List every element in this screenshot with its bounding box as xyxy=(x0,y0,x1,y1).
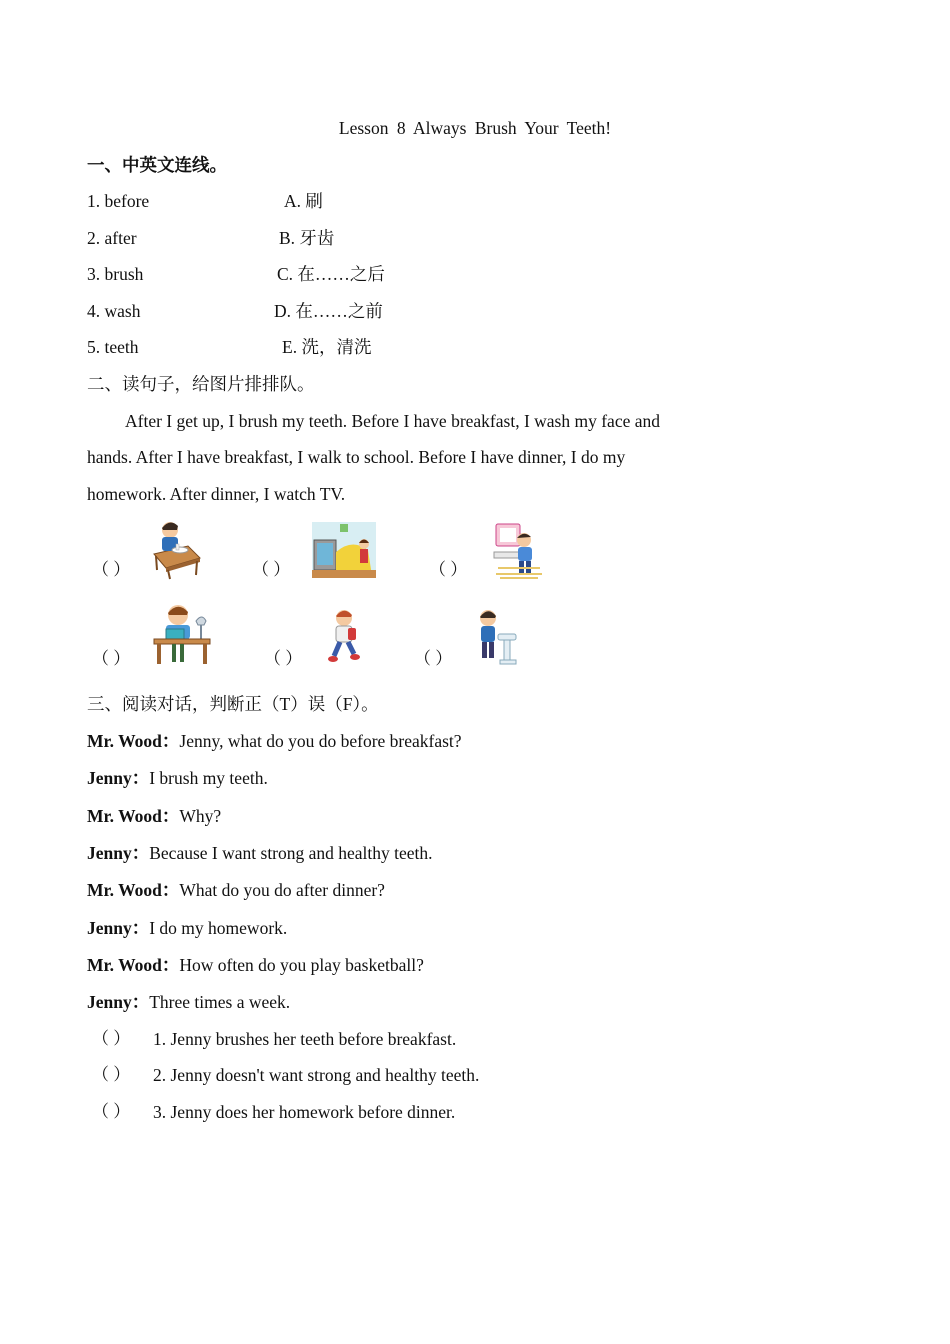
speaker-label: Jenny： xyxy=(87,843,150,863)
walking-to-school-picture xyxy=(326,608,360,666)
dialogue-text: How often do you play basketball? xyxy=(179,955,424,975)
order-blank-3[interactable]: （ ） xyxy=(429,560,468,579)
passage-line-1: After I get up, I brush my teeth. Before I have breakfast, I wash my face and xyxy=(125,411,660,431)
dialogue-line-4 xyxy=(87,842,433,864)
speaker-label: Jenny： xyxy=(87,992,150,1012)
tf-question-3: 3. Jenny does her homework before dinner. xyxy=(153,1102,456,1122)
dialogue-line-1 xyxy=(87,730,462,752)
match-right-a: A. 刷 xyxy=(284,191,323,211)
dialogue-text: I brush my teeth. xyxy=(149,768,268,788)
speaker-label: Mr. Wood： xyxy=(87,880,180,900)
speaker-label: Mr. Wood： xyxy=(87,731,180,751)
passage-line-3: homework. After dinner, I watch TV. xyxy=(87,484,346,504)
order-blank-2[interactable]: （ ） xyxy=(252,560,291,579)
dialogue-line-2 xyxy=(87,767,268,789)
washing-face-picture xyxy=(474,608,518,666)
order-blank-6[interactable]: （ ） xyxy=(414,649,453,668)
section1-heading: 一、中英文连线。 xyxy=(87,155,227,175)
passage-line-2: hands. After I have breakfast, I walk to school. Before I have dinner, I do my xyxy=(87,447,626,467)
dialogue-line-8 xyxy=(87,991,290,1013)
speaker-label: Jenny： xyxy=(87,918,150,938)
watching-tv-picture xyxy=(312,522,376,578)
match-right-e: E. 洗，清洗 xyxy=(282,337,372,357)
dialogue-text: I do my homework. xyxy=(149,918,288,938)
section3-heading: 三、阅读对话，判断正（T）误（F）。 xyxy=(87,694,379,714)
dialogue-line-5 xyxy=(87,879,385,901)
section2-heading: 二、读句子，给图片排排队。 xyxy=(87,374,315,394)
tf-blank-2[interactable]: （ ） xyxy=(92,1065,131,1084)
dialogue-line-6 xyxy=(87,917,287,939)
tf-blank-1[interactable]: （ ） xyxy=(92,1029,131,1048)
tf-question-1: 1. Jenny brushes her teeth before breakfast. xyxy=(153,1029,457,1049)
order-blank-1[interactable]: （ ） xyxy=(92,560,131,579)
speaker-label: Mr. Wood： xyxy=(87,806,180,826)
dialogue-line-3 xyxy=(87,805,221,827)
tf-blank-3[interactable]: （ ） xyxy=(92,1102,131,1121)
tf-question-2: 2. Jenny doesn't want strong and healthy teeth. xyxy=(153,1065,480,1085)
dialogue-line-7 xyxy=(87,954,424,976)
doing-homework-picture xyxy=(152,603,212,665)
dialogue-text: What do you do after dinner? xyxy=(179,880,385,900)
page-title: Lesson 8 Always Brush Your Teeth! xyxy=(338,118,612,138)
brushing-teeth-picture xyxy=(492,522,544,580)
match-right-b: B. 牙齿 xyxy=(279,228,335,248)
match-left-5: 5. teeth xyxy=(87,337,139,357)
match-right-c: C. 在……之后 xyxy=(277,264,385,284)
speaker-label: Jenny： xyxy=(87,768,150,788)
match-left-3: 3. brush xyxy=(87,264,144,284)
dialogue-text: Why? xyxy=(179,806,222,826)
match-right-d: D. 在……之前 xyxy=(274,301,383,321)
match-left-1: 1. before xyxy=(87,191,150,211)
dialogue-text: Jenny, what do you do before breakfast? xyxy=(179,731,462,751)
speaker-label: Mr. Wood： xyxy=(87,955,180,975)
eating-breakfast-picture xyxy=(150,520,202,580)
dialogue-text: Three times a week. xyxy=(149,992,291,1012)
order-blank-5[interactable]: （ ） xyxy=(264,649,303,668)
match-left-2: 2. after xyxy=(87,228,137,248)
dialogue-text: Because I want strong and healthy teeth. xyxy=(149,843,433,863)
order-blank-4[interactable]: （ ） xyxy=(92,649,131,668)
match-left-4: 4. wash xyxy=(87,301,141,321)
